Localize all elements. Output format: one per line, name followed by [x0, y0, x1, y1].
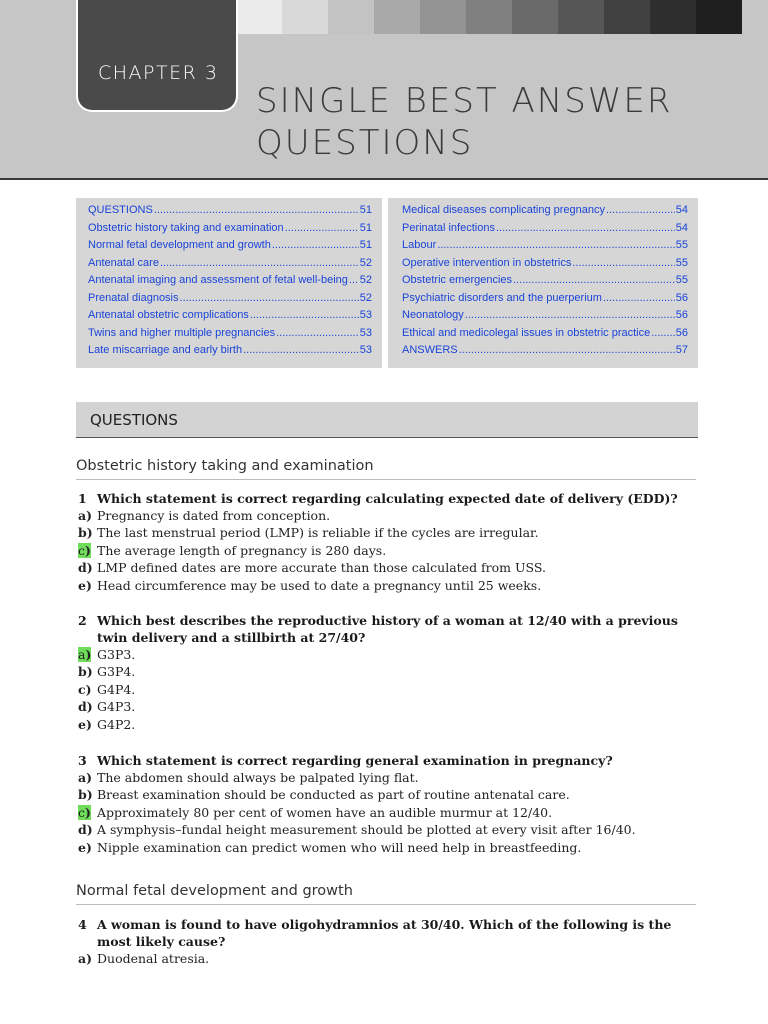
- swatch-5: [420, 0, 466, 34]
- toc-dot-leader: [243, 344, 359, 356]
- option-letter-text: c: [78, 681, 86, 697]
- toc-link-right-3[interactable]: [402, 239, 688, 257]
- toc-link-label: Antenatal obstetric complications: [88, 309, 249, 321]
- option-text: Head circumference may be used to date a pregnancy until 25 weeks.: [97, 577, 542, 593]
- toc-page-number: 56: [675, 291, 688, 304]
- toc-dot-leader: [180, 292, 359, 304]
- toc-link-left-4[interactable]: [88, 257, 372, 275]
- swatch-2: [282, 0, 328, 34]
- option-text: G4P2.: [97, 716, 136, 732]
- answer-option-b[interactable]: [78, 786, 698, 803]
- toc-link-left-5[interactable]: [88, 274, 372, 292]
- toc-page-number: 56: [675, 309, 688, 321]
- toc-link-left-9[interactable]: [88, 344, 372, 362]
- toc-link-left-7[interactable]: [88, 309, 372, 327]
- option-letter-text: d: [78, 560, 87, 576]
- subsection-heading-fetal-development: Normal fetal development and growth: [76, 883, 696, 905]
- option-letter: a): [78, 508, 93, 523]
- grayscale-swatch-strip: [236, 0, 742, 34]
- toc-link-left-1[interactable]: [88, 204, 372, 222]
- toc-link-label: Neonatology: [402, 309, 464, 321]
- option-letter-text: a: [78, 770, 87, 785]
- question-stem: [78, 612, 698, 646]
- toc-dot-leader: [250, 309, 359, 321]
- toc-dot-leader: [349, 274, 359, 286]
- option-text: A symphysis–fundal height measurement should be plotted at every visit after 16/40.: [97, 822, 636, 838]
- answer-option-b[interactable]: [78, 663, 698, 680]
- toc-dot-leader: [465, 309, 675, 321]
- toc-link-left-8[interactable]: [88, 327, 372, 345]
- toc-link-label: Obstetric emergencies: [402, 274, 513, 286]
- option-text: G4P4.: [97, 681, 136, 697]
- option-letter-text: b: [78, 787, 87, 803]
- option-letter-text: d: [78, 822, 87, 838]
- toc-link-label: Perinatal infections: [402, 221, 495, 234]
- toc-link-label: Labour: [402, 239, 437, 251]
- option-letter: b): [78, 787, 93, 803]
- toc-link-right-9[interactable]: [402, 344, 688, 362]
- option-letter-text: b: [78, 525, 87, 541]
- toc-dot-leader: [651, 327, 675, 339]
- toc-link-label: QUESTIONS: [88, 204, 153, 216]
- toc-page-number: 57: [675, 344, 688, 356]
- option-letter: b): [78, 525, 93, 541]
- toc-dot-leader: [572, 257, 674, 269]
- toc-link-label: Late miscarriage and early birth: [88, 344, 243, 356]
- toc-page-number: 53: [359, 344, 372, 356]
- toc-link-right-4[interactable]: [402, 257, 688, 275]
- toc-column-left: [76, 198, 382, 368]
- option-letter: d): [78, 699, 93, 715]
- correct-answer-marker: a): [78, 647, 92, 662]
- toc-link-right-2[interactable]: [402, 222, 688, 240]
- toc-dot-leader: [496, 222, 675, 234]
- option-letter-text: a: [78, 647, 86, 662]
- toc-link-label: Twins and higher multiple pregnancies: [88, 326, 276, 339]
- toc-link-left-2[interactable]: [88, 222, 372, 240]
- option-text: Pregnancy is dated from conception.: [97, 508, 331, 523]
- answer-option-e[interactable]: [78, 839, 698, 856]
- chapter-header: [0, 0, 768, 180]
- correct-answer-marker: c): [78, 804, 91, 820]
- option-text: The abdomen should always be palpated lying flat.: [97, 770, 419, 785]
- option-letter-text: a: [78, 508, 87, 523]
- answer-option-a[interactable]: [78, 507, 698, 524]
- toc-link-label: Normal fetal development and growth: [88, 239, 271, 251]
- section-title: QUESTIONS: [90, 411, 178, 429]
- answer-option-a[interactable]: [78, 950, 698, 967]
- toc-link-right-1[interactable]: [402, 204, 688, 222]
- toc-dot-leader: [160, 257, 359, 269]
- answer-option-a[interactable]: [78, 646, 698, 663]
- option-text: G4P3.: [97, 699, 136, 715]
- question-stem: [78, 916, 698, 950]
- swatch-8: [558, 0, 604, 34]
- option-text: G3P3.: [97, 647, 136, 662]
- toc-page-number: 54: [675, 221, 688, 234]
- toc-link-label: Antenatal imaging and assessment of fetal well-being: [88, 274, 348, 286]
- toc-link-label: Antenatal care: [88, 256, 159, 269]
- chapter-label: CHAPTER 3: [98, 62, 219, 84]
- swatch-3: [328, 0, 374, 34]
- question-stem: [78, 752, 698, 769]
- toc-link-label: Psychiatric disorders and the puerperium: [402, 291, 602, 304]
- option-letter: e): [78, 839, 92, 855]
- swatch-9: [604, 0, 650, 34]
- question-1: [78, 490, 698, 594]
- swatch-4: [374, 0, 420, 34]
- toc-link-left-3[interactable]: [88, 239, 372, 257]
- answer-option-c[interactable]: [78, 804, 698, 821]
- correct-answer-marker: c): [78, 542, 91, 558]
- toc-page-number: 54: [675, 204, 688, 216]
- option-letter-text: b: [78, 664, 87, 680]
- option-text: Nipple examination can predict women who will need help in breastfeeding.: [97, 839, 582, 855]
- toc-page-number: 55: [675, 239, 688, 251]
- chapter-title-line-2: QUESTIONS: [256, 123, 474, 163]
- toc-dot-leader: [276, 327, 359, 339]
- option-text: The last menstrual period (LMP) is reliable if the cycles are irregular.: [97, 525, 539, 541]
- toc-dot-leader: [154, 204, 359, 216]
- question-4: [78, 916, 698, 967]
- option-letter-text: d: [78, 699, 87, 715]
- toc-page-number: 52: [359, 256, 372, 269]
- toc-dot-leader: [437, 239, 674, 251]
- option-letter: d): [78, 560, 93, 576]
- option-letter: c): [78, 681, 92, 697]
- option-letter-text: e: [78, 716, 86, 732]
- toc-page-number: 51: [359, 221, 372, 234]
- toc-dot-leader: [285, 222, 359, 234]
- option-text: The average length of pregnancy is 280 days.: [97, 542, 387, 558]
- answer-option-e[interactable]: [78, 716, 698, 733]
- swatch-11: [696, 0, 742, 34]
- toc-page-number: 55: [675, 274, 688, 286]
- option-letter: a): [78, 770, 93, 785]
- question-text: A woman is found to have oligohydramnios at 30/40. Which of the following is the most likely cause?: [97, 917, 672, 949]
- toc-dot-leader: [513, 274, 675, 286]
- toc-page-number: 53: [359, 309, 372, 321]
- chapter-title-line-1: SINGLE BEST ANSWER: [256, 81, 673, 121]
- option-letter-text: c: [78, 542, 86, 558]
- question-text: Which statement is correct regarding calculating expected date of delivery (EDD)?: [97, 491, 678, 506]
- option-letter: b): [78, 664, 93, 680]
- toc-link-label: Medical diseases complicating pregnancy: [402, 204, 605, 216]
- option-letter-text: e: [78, 839, 86, 855]
- answer-option-e[interactable]: [78, 577, 698, 594]
- question-text: Which best describes the reproductive history of a woman at 12/40 with a previous twin delivery and a stillbirth at 27/40?: [97, 613, 678, 645]
- section-header-bar: [76, 402, 698, 438]
- answer-option-d[interactable]: [78, 559, 698, 576]
- question-number: 4: [78, 917, 87, 932]
- toc-dot-leader: [603, 292, 675, 304]
- question-2: [78, 612, 698, 733]
- option-text: Duodenal atresia.: [97, 951, 210, 966]
- toc-dot-leader: [272, 239, 359, 251]
- toc-page-number: 51: [359, 204, 372, 216]
- option-letter: e): [78, 716, 92, 732]
- question-stem: [78, 490, 698, 507]
- toc-page-number: 52: [359, 291, 372, 304]
- toc-column-right: [388, 198, 698, 368]
- toc-dot-leader: [606, 204, 675, 216]
- toc-link-right-5[interactable]: [402, 274, 688, 292]
- swatch-7: [512, 0, 558, 34]
- option-letter: e): [78, 577, 92, 593]
- option-letter-text: e: [78, 577, 86, 593]
- option-text: Breast examination should be conducted as part of routine antenatal care.: [97, 787, 570, 803]
- answer-option-b[interactable]: [78, 524, 698, 541]
- answer-option-d[interactable]: [78, 698, 698, 715]
- answer-option-a[interactable]: [78, 769, 698, 786]
- toc-link-label: Prenatal diagnosis: [88, 291, 179, 304]
- toc-link-right-7[interactable]: [402, 309, 688, 327]
- option-text: G3P4.: [97, 664, 136, 680]
- chapter-tab: [78, 0, 236, 110]
- question-number: 1: [78, 491, 87, 506]
- answer-option-c[interactable]: [78, 542, 698, 559]
- option-letter-text: c: [78, 804, 86, 820]
- swatch-6: [466, 0, 512, 34]
- swatch-1: [236, 0, 282, 34]
- option-letter: a): [78, 951, 93, 966]
- option-text: Approximately 80 per cent of women have an audible murmur at 12/40.: [97, 804, 553, 820]
- subsection-heading-history: Obstetric history taking and examination: [76, 458, 696, 480]
- toc-page-number: 55: [675, 256, 688, 269]
- option-letter: d): [78, 822, 93, 838]
- question-text: Which statement is correct regarding general examination in pregnancy?: [97, 753, 613, 768]
- toc-link-label: Ethical and medicolegal issues in obstetric practice: [402, 326, 651, 339]
- chapter-title: [256, 80, 736, 164]
- answer-option-c[interactable]: [78, 681, 698, 698]
- swatch-10: [650, 0, 696, 34]
- toc-page-number: 52: [359, 274, 372, 286]
- toc-link-right-8[interactable]: [402, 327, 688, 345]
- question-number: 3: [78, 753, 87, 768]
- toc-page-number: 53: [359, 326, 372, 339]
- toc-link-right-6[interactable]: [402, 292, 688, 310]
- toc-page-number: 56: [675, 326, 688, 339]
- toc-link-label: Operative intervention in obstetrics: [402, 256, 572, 269]
- option-text: LMP defined dates are more accurate than those calculated from USS.: [97, 560, 546, 576]
- question-3: [78, 752, 698, 856]
- toc-page-number: 51: [359, 239, 372, 251]
- table-of-contents: [76, 198, 698, 368]
- question-number: 2: [78, 613, 87, 628]
- toc-dot-leader: [459, 344, 675, 356]
- answer-option-d[interactable]: [78, 821, 698, 838]
- toc-link-left-6[interactable]: [88, 292, 372, 310]
- toc-link-label: ANSWERS: [402, 344, 458, 356]
- option-letter-text: a: [78, 951, 87, 966]
- toc-link-label: Obstetric history taking and examination: [88, 221, 284, 234]
